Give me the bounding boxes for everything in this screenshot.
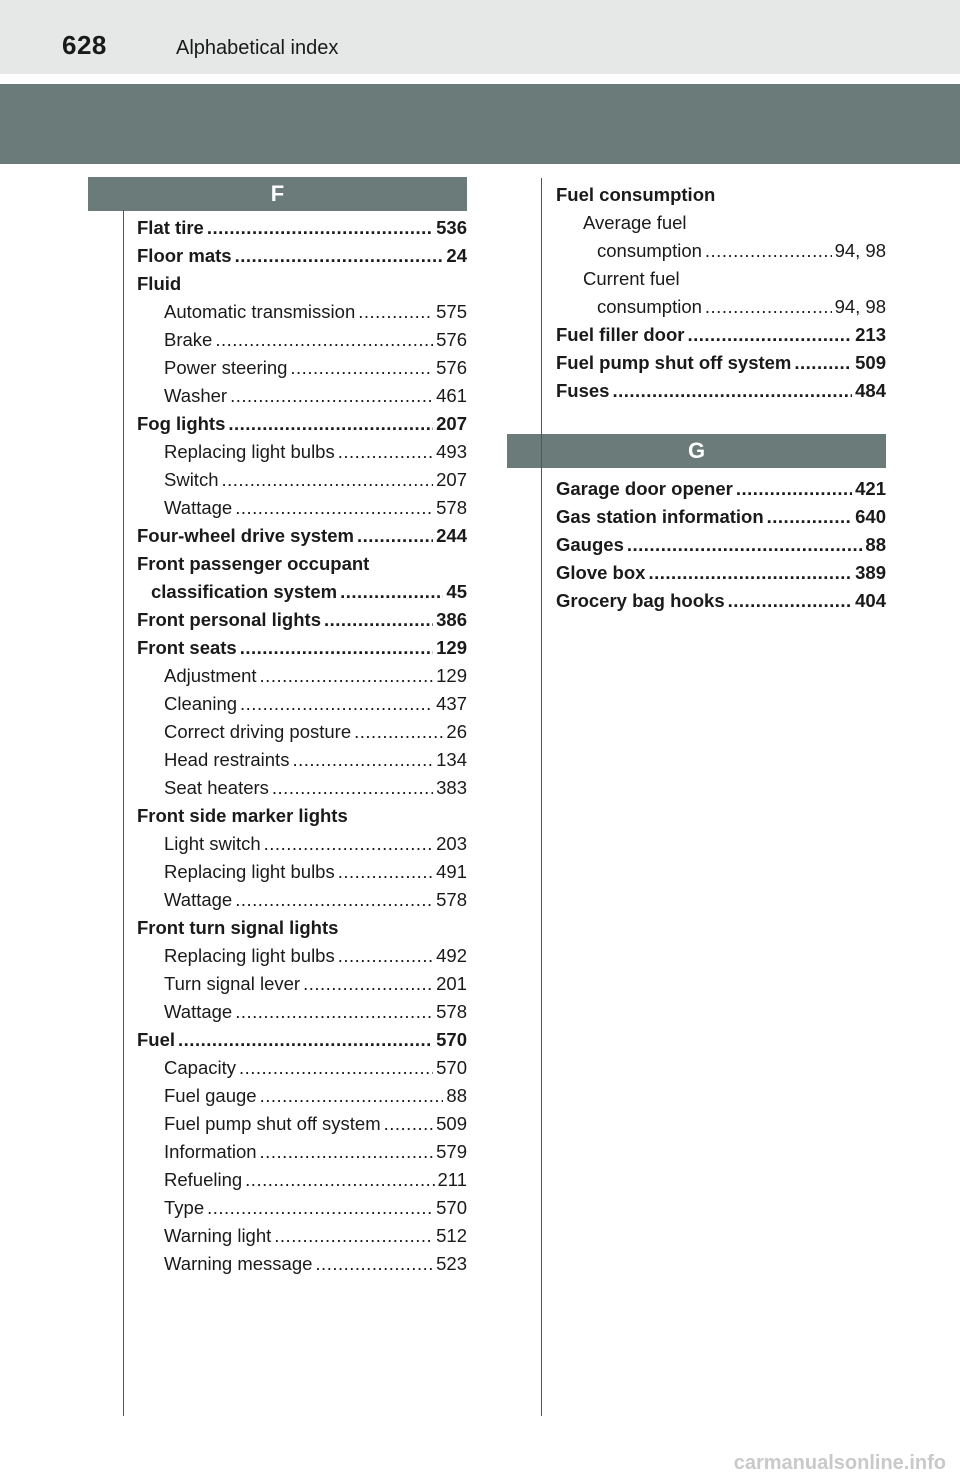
entry-page-number: 570	[436, 1029, 467, 1050]
entry-label: Front side marker lights	[137, 805, 348, 826]
entry-label: Cleaning	[164, 693, 238, 714]
leader-dots	[767, 503, 852, 531]
entry-label: Brake	[164, 329, 213, 350]
leader-dots	[264, 830, 433, 858]
index-entry	[137, 410, 467, 438]
index-entry	[137, 438, 467, 466]
index-entry	[137, 746, 467, 774]
index-entry	[137, 298, 467, 326]
leader-dots	[235, 998, 433, 1026]
entry-page-number: 201	[436, 973, 467, 994]
index-entry	[137, 1026, 467, 1054]
entry-page-number: 575	[436, 301, 467, 322]
entry-label: Head restraints	[164, 749, 290, 770]
entry-label: Fuel pump shut off system	[556, 352, 792, 373]
index-entry	[137, 830, 467, 858]
leader-dots	[274, 1222, 433, 1250]
leader-dots	[340, 578, 443, 606]
entry-label: Correct driving posture	[164, 721, 352, 742]
leader-dots	[292, 746, 433, 774]
index-entry	[556, 321, 886, 349]
index-entry	[137, 662, 467, 690]
entry-page-number: 536	[436, 217, 467, 238]
leader-dots	[354, 718, 443, 746]
entry-label: Replacing light bulbs	[164, 861, 335, 882]
entry-label: Average fuel	[583, 212, 687, 233]
leader-dots	[207, 214, 433, 242]
entry-label: consumption	[597, 296, 702, 317]
entry-label: classification system	[151, 581, 338, 602]
entry-label: Front turn signal lights	[137, 917, 339, 938]
entry-page-number: 383	[436, 777, 467, 798]
entry-page-number: 213	[855, 324, 886, 345]
entry-label: Replacing light bulbs	[164, 945, 335, 966]
leader-dots	[230, 382, 433, 410]
index-entry	[137, 354, 467, 382]
index-entry	[137, 970, 467, 998]
leader-dots	[338, 942, 433, 970]
entry-label: Fuel consumption	[556, 184, 716, 205]
leader-dots	[240, 690, 433, 718]
entry-label: Power steering	[164, 357, 288, 378]
entry-label: Capacity	[164, 1057, 236, 1078]
entry-label: Wattage	[164, 889, 233, 910]
header-strip	[0, 0, 960, 74]
leader-dots	[239, 1054, 433, 1082]
page-title: Alphabetical index	[176, 37, 339, 59]
index-entry	[556, 587, 886, 615]
entry-page-number: 129	[436, 637, 467, 658]
index-entry	[137, 1110, 467, 1138]
leader-dots	[272, 774, 433, 802]
entry-label: Fog lights	[137, 413, 226, 434]
entry-page-number: 207	[436, 469, 467, 490]
entry-page-number: 211	[437, 1169, 467, 1190]
index-entry	[137, 382, 467, 410]
leader-dots	[235, 242, 444, 270]
entry-label: Fuel gauge	[164, 1085, 257, 1106]
index-entry	[137, 802, 467, 830]
header-band	[0, 84, 960, 164]
index-entry	[556, 475, 886, 503]
entry-page-number: 26	[446, 721, 467, 742]
entry-label: Turn signal lever	[164, 973, 301, 994]
index-entry	[137, 886, 467, 914]
entry-label: Warning message	[164, 1253, 313, 1274]
entry-label: Warning light	[164, 1225, 272, 1246]
entry-page-number: 203	[436, 833, 467, 854]
index-entry	[556, 209, 886, 237]
entry-page-number: 491	[436, 861, 467, 882]
entry-page-number: 570	[436, 1057, 467, 1078]
leader-dots	[260, 1082, 444, 1110]
index-entry	[137, 494, 467, 522]
leader-dots	[240, 634, 433, 662]
leader-dots	[705, 237, 832, 265]
entry-label: Current fuel	[583, 268, 680, 289]
leader-dots	[687, 321, 852, 349]
entry-label: Wattage	[164, 1001, 233, 1022]
entry-page-number: 578	[436, 1001, 467, 1022]
leader-dots	[736, 475, 852, 503]
index-entry	[556, 181, 886, 209]
entry-page-number: 24	[446, 245, 467, 266]
index-entry	[137, 858, 467, 886]
entry-label: Type	[164, 1197, 205, 1218]
entry-label: Washer	[164, 385, 228, 406]
entry-label: Garage door opener	[556, 478, 733, 499]
index-entry	[556, 293, 886, 321]
entry-label: Seat heaters	[164, 777, 269, 798]
index-entry	[137, 1194, 467, 1222]
index-entry	[137, 606, 467, 634]
index-entry	[137, 550, 467, 578]
section-header-f: F	[88, 177, 467, 211]
leader-dots	[728, 587, 853, 615]
index-entry	[137, 998, 467, 1026]
entry-label: Automatic transmission	[164, 301, 356, 322]
index-entry	[137, 718, 467, 746]
index-entry	[137, 774, 467, 802]
index-entry	[137, 326, 467, 354]
leader-dots	[215, 326, 433, 354]
index-entry	[556, 349, 886, 377]
entry-page-number: 437	[436, 693, 467, 714]
watermark: carmanualsonline.info	[733, 1452, 946, 1474]
index-column-left	[137, 214, 467, 1278]
leader-dots	[222, 466, 434, 494]
entry-page-number: 509	[436, 1113, 467, 1134]
index-entry	[556, 377, 886, 405]
index-entry	[137, 466, 467, 494]
entry-page-number: 576	[436, 329, 467, 350]
leader-dots	[178, 1026, 433, 1054]
entry-page-number: 493	[436, 441, 467, 462]
index-entry	[556, 503, 886, 531]
column-rule-left	[123, 210, 124, 1416]
index-entry	[137, 242, 467, 270]
entry-page-number: 484	[855, 380, 886, 401]
column-rule-right	[541, 178, 542, 1416]
leader-dots	[260, 662, 434, 690]
entry-label: consumption	[597, 240, 702, 261]
index-entry	[137, 522, 467, 550]
entry-page-number: 88	[865, 534, 886, 555]
leader-dots	[357, 522, 433, 550]
entry-page-number: 640	[855, 506, 886, 527]
entry-page-number: 94, 98	[834, 240, 886, 261]
entry-page-number: 88	[446, 1085, 467, 1106]
entry-page-number: 129	[436, 665, 467, 686]
entry-page-number: 134	[436, 749, 467, 770]
entry-label: Front personal lights	[137, 609, 321, 630]
entry-page-number: 461	[436, 385, 467, 406]
entry-label: Flat tire	[137, 217, 204, 238]
entry-label: Fuses	[556, 380, 610, 401]
index-entry	[137, 214, 467, 242]
section-header-g: G	[507, 434, 886, 468]
entry-label: Front passenger occupant	[137, 553, 370, 574]
index-entry	[137, 1054, 467, 1082]
entry-label: Replacing light bulbs	[164, 441, 335, 462]
entry-label: Fluid	[137, 273, 182, 294]
entry-label: Adjustment	[164, 665, 257, 686]
entry-label: Four-wheel drive system	[137, 525, 354, 546]
entry-label: Gauges	[556, 534, 624, 555]
index-entry	[137, 1138, 467, 1166]
index-entry	[137, 942, 467, 970]
leader-dots	[338, 438, 433, 466]
entry-page-number: 45	[446, 581, 467, 602]
index-entry	[556, 265, 886, 293]
entry-label: Fuel	[137, 1029, 176, 1050]
entry-label: Gas station information	[556, 506, 764, 527]
leader-dots	[612, 377, 852, 405]
entry-page-number: 492	[436, 945, 467, 966]
section-gap	[556, 405, 886, 475]
entry-page-number: 509	[855, 352, 886, 373]
index-entry	[556, 531, 886, 559]
entry-page-number: 579	[436, 1141, 467, 1162]
entry-label: Front seats	[137, 637, 237, 658]
leader-dots	[648, 559, 852, 587]
leader-dots	[794, 349, 852, 377]
entry-page-number: 570	[436, 1197, 467, 1218]
index-entry	[137, 1082, 467, 1110]
index-column-right	[556, 181, 886, 615]
leader-dots	[290, 354, 433, 382]
entry-label: Glove box	[556, 562, 646, 583]
entry-page-number: 94, 98	[834, 296, 886, 317]
entry-page-number: 386	[436, 609, 467, 630]
leader-dots	[324, 606, 433, 634]
index-entry	[137, 690, 467, 718]
entry-page-number: 512	[436, 1225, 467, 1246]
leader-dots	[384, 1110, 434, 1138]
leader-dots	[627, 531, 863, 559]
index-entry	[137, 270, 467, 298]
entry-page-number: 578	[436, 889, 467, 910]
entry-label: Information	[164, 1141, 257, 1162]
leader-dots	[315, 1250, 433, 1278]
index-entry	[137, 1166, 467, 1194]
entry-label: Fuel filler door	[556, 324, 685, 345]
leader-dots	[228, 410, 433, 438]
leader-dots	[303, 970, 433, 998]
leader-dots	[260, 1138, 434, 1166]
page-number: 628	[62, 30, 107, 60]
index-entry	[556, 237, 886, 265]
entry-page-number: 244	[436, 525, 467, 546]
leader-dots	[235, 886, 433, 914]
entry-page-number: 207	[436, 413, 467, 434]
entry-label: Refueling	[164, 1169, 243, 1190]
entry-label: Switch	[164, 469, 219, 490]
leader-dots	[358, 298, 433, 326]
index-entry	[137, 914, 467, 942]
index-entry	[556, 559, 886, 587]
leader-dots	[338, 858, 433, 886]
index-entry	[137, 634, 467, 662]
entry-page-number: 389	[855, 562, 886, 583]
entry-page-number: 404	[855, 590, 886, 611]
entry-label: Floor mats	[137, 245, 232, 266]
leader-dots	[705, 293, 832, 321]
index-entry	[137, 1250, 467, 1278]
entry-page-number: 576	[436, 357, 467, 378]
entry-page-number: 523	[436, 1253, 467, 1274]
index-entry	[137, 578, 467, 606]
entry-page-number: 421	[855, 478, 886, 499]
entry-label: Fuel pump shut off system	[164, 1113, 381, 1134]
leader-dots	[207, 1194, 433, 1222]
entry-page-number: 578	[436, 497, 467, 518]
entry-label: Wattage	[164, 497, 233, 518]
entry-label: Grocery bag hooks	[556, 590, 725, 611]
leader-dots	[235, 494, 433, 522]
index-entry	[137, 1222, 467, 1250]
leader-dots	[245, 1166, 434, 1194]
entry-label: Light switch	[164, 833, 261, 854]
